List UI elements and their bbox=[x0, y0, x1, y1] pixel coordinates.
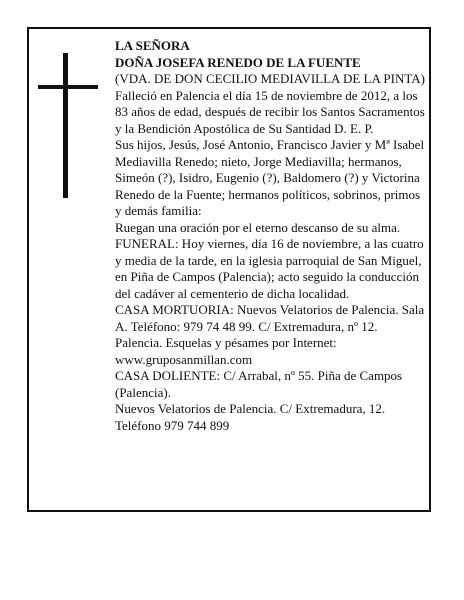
cross-vertical-bar bbox=[63, 53, 68, 198]
deceased-name: DOÑA JOSEFA RENEDO DE LA FUENTE bbox=[115, 54, 361, 70]
notice-text bbox=[115, 38, 425, 434]
notice-title: LA SEÑORA bbox=[115, 38, 190, 53]
cross-icon bbox=[38, 53, 98, 198]
widow-of: (VDA. DE DON CECILIO MEDIAVILLA DE LA PINTA) bbox=[115, 71, 425, 86]
mourning-house-info: CASA DOLIENTE: C/ Arrabal, nº 55. Piña de Campos (Palencia). bbox=[115, 368, 403, 400]
family-list: Sus hijos, Jesús, José Antonio, Francisco Javier y Mª Isabel Mediavilla Renedo; nieto, Jorge Mediavilla; hermanos, Simeón (?), Isidro, Eugenio (?), Baldomero (?) y Victorina Renedo de la Fuente; hermanos políticos, sobrinos, primos y demás familia: bbox=[115, 137, 425, 218]
funeral-info: FUNERAL: Hoy viernes, día 16 de noviembre, a las cuatro y media de la tarde, en la iglesia parroquial de San Miguel, en Piña de Campos (Palencia); acto seguido la conducción del cadáver al cementerio de dicha localidad. bbox=[115, 236, 424, 301]
cross-horizontal-bar bbox=[38, 85, 98, 89]
death-statement: Falleció en Palencia el día 15 de noviembre de 2012, a los 83 años de edad, después de recibir los Santos Sacramentos y la Bendición Apostólica de Su Santidad D. E. P. bbox=[115, 87, 425, 136]
mortuary-info-2: Nuevos Velatorios de Palencia. C/ Extremadura, 12. Teléfono 979 744 899 bbox=[115, 401, 386, 433]
mortuary-info: CASA MORTUORIA: Nuevos Velatorios de Palencia. Sala A. Teléfono: 979 74 48 99. C/ Extremadura, nº 12. Palencia. Esquelas y pésames por Internet: www.gruposanmillan.com bbox=[115, 302, 425, 367]
prayer-request: Ruegan una oración por el eterno descanso de su alma. bbox=[115, 219, 401, 235]
